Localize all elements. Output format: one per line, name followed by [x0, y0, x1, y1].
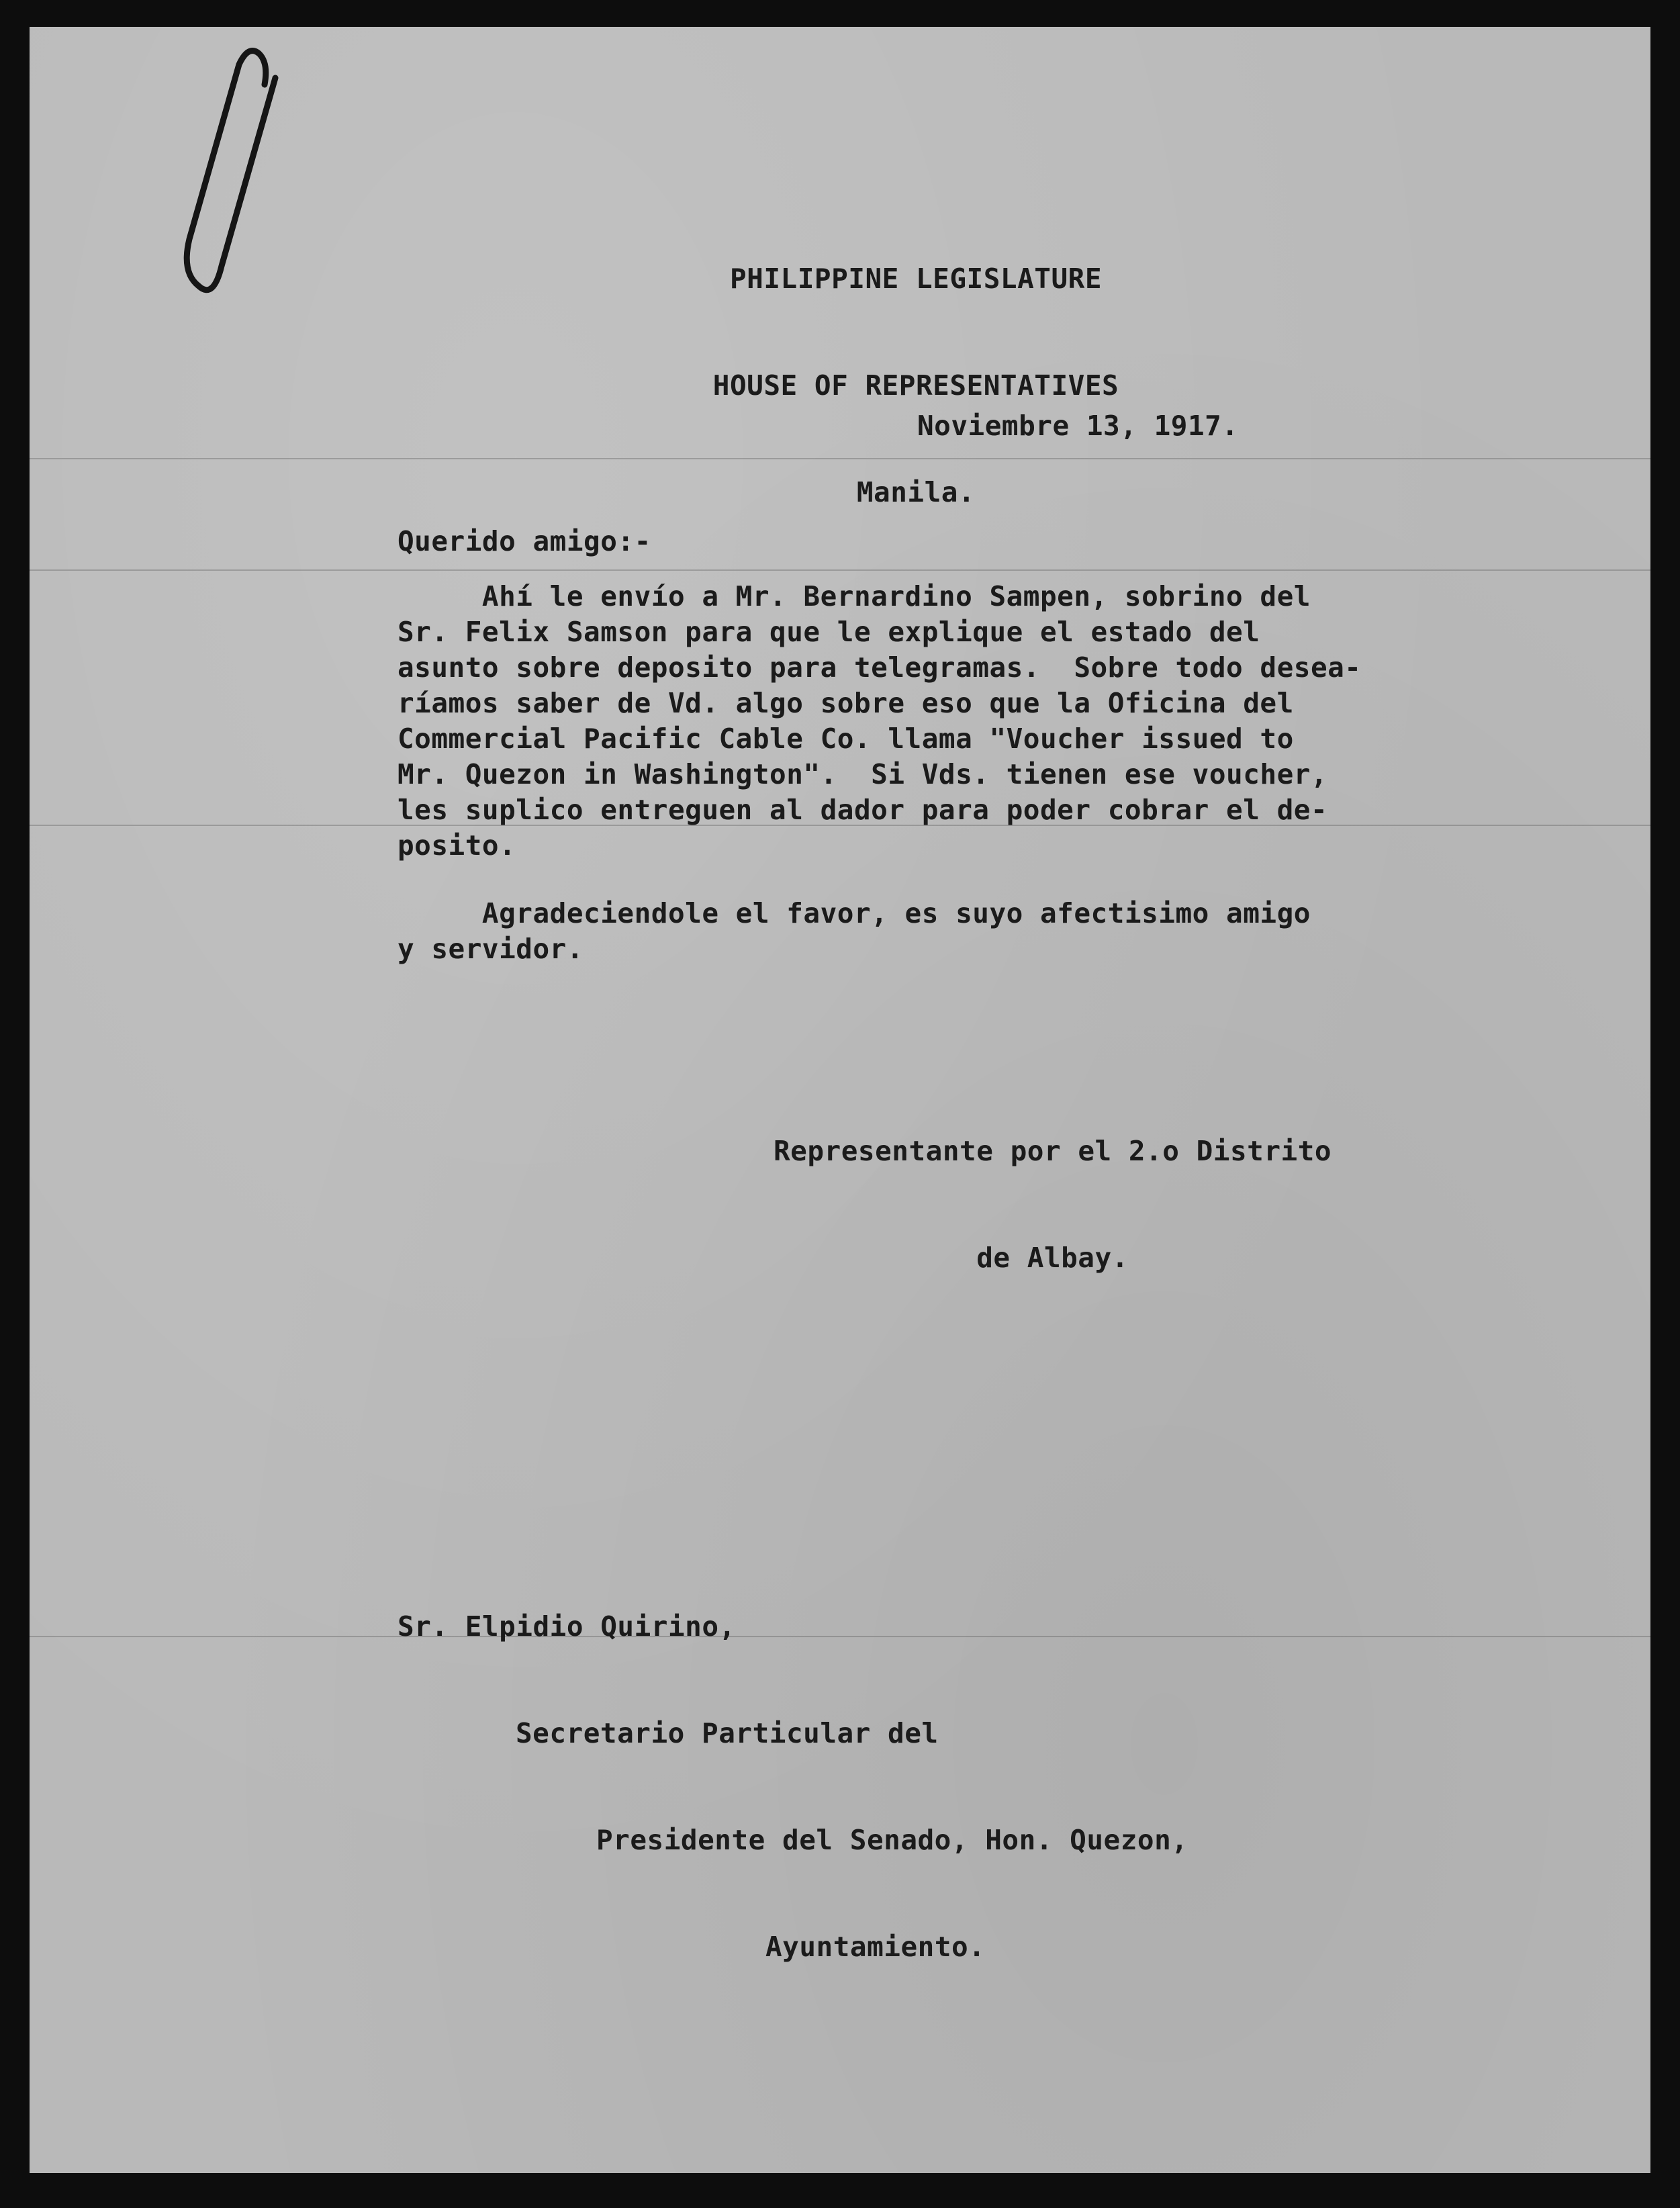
- signature-line: de Albay.: [976, 1242, 1129, 1274]
- closing-paragraph: Agradeciendole el favor, es suyo afectisimo amigo y servidor.: [398, 897, 1311, 965]
- letterhead: [580, 190, 1252, 582]
- letterhead-city: Manila.: [856, 476, 976, 508]
- letter-date: Noviembre 13, 1917.: [917, 410, 1239, 442]
- signature-block: [774, 1062, 1332, 1347]
- addressee-location: Ayuntamiento.: [765, 1931, 986, 1963]
- body-paragraph: Ahí le envío a Mr. Bernardino Sampen, sobrino del Sr. Felix Samson para que le explique el estado del asunto sobre deposito para telegramas. Sobre todo desea- ríamos saber de Vd. algo sobre eso que la Oficina del Commercial Pacific Cable Co. llama "Voucher issued to Mr. Quezon in Washington". Si Vds. tienen ese voucher, les suplico entreguen al dador para poder cobrar el de- posito.: [398, 580, 1362, 862]
- letterhead-line: PHILIPPINE LEGISLATURE: [729, 263, 1103, 295]
- salutation: Querido amigo:-: [398, 525, 651, 557]
- addressee-title: Secretario Particular del: [516, 1717, 939, 1749]
- signature-line: Representante por el 2.o Distrito: [774, 1135, 1332, 1167]
- letterhead-line: HOUSE OF REPRESENTATIVES: [712, 369, 1119, 402]
- addressee-title: Presidente del Senado, Hon. Quezon,: [596, 1824, 1188, 1856]
- letter-page: [30, 27, 1650, 2173]
- addressee-block: [398, 1538, 1188, 2036]
- paper-clip-icon: [175, 38, 322, 320]
- addressee-name: Sr. Elpidio Quirino,: [398, 1610, 736, 1643]
